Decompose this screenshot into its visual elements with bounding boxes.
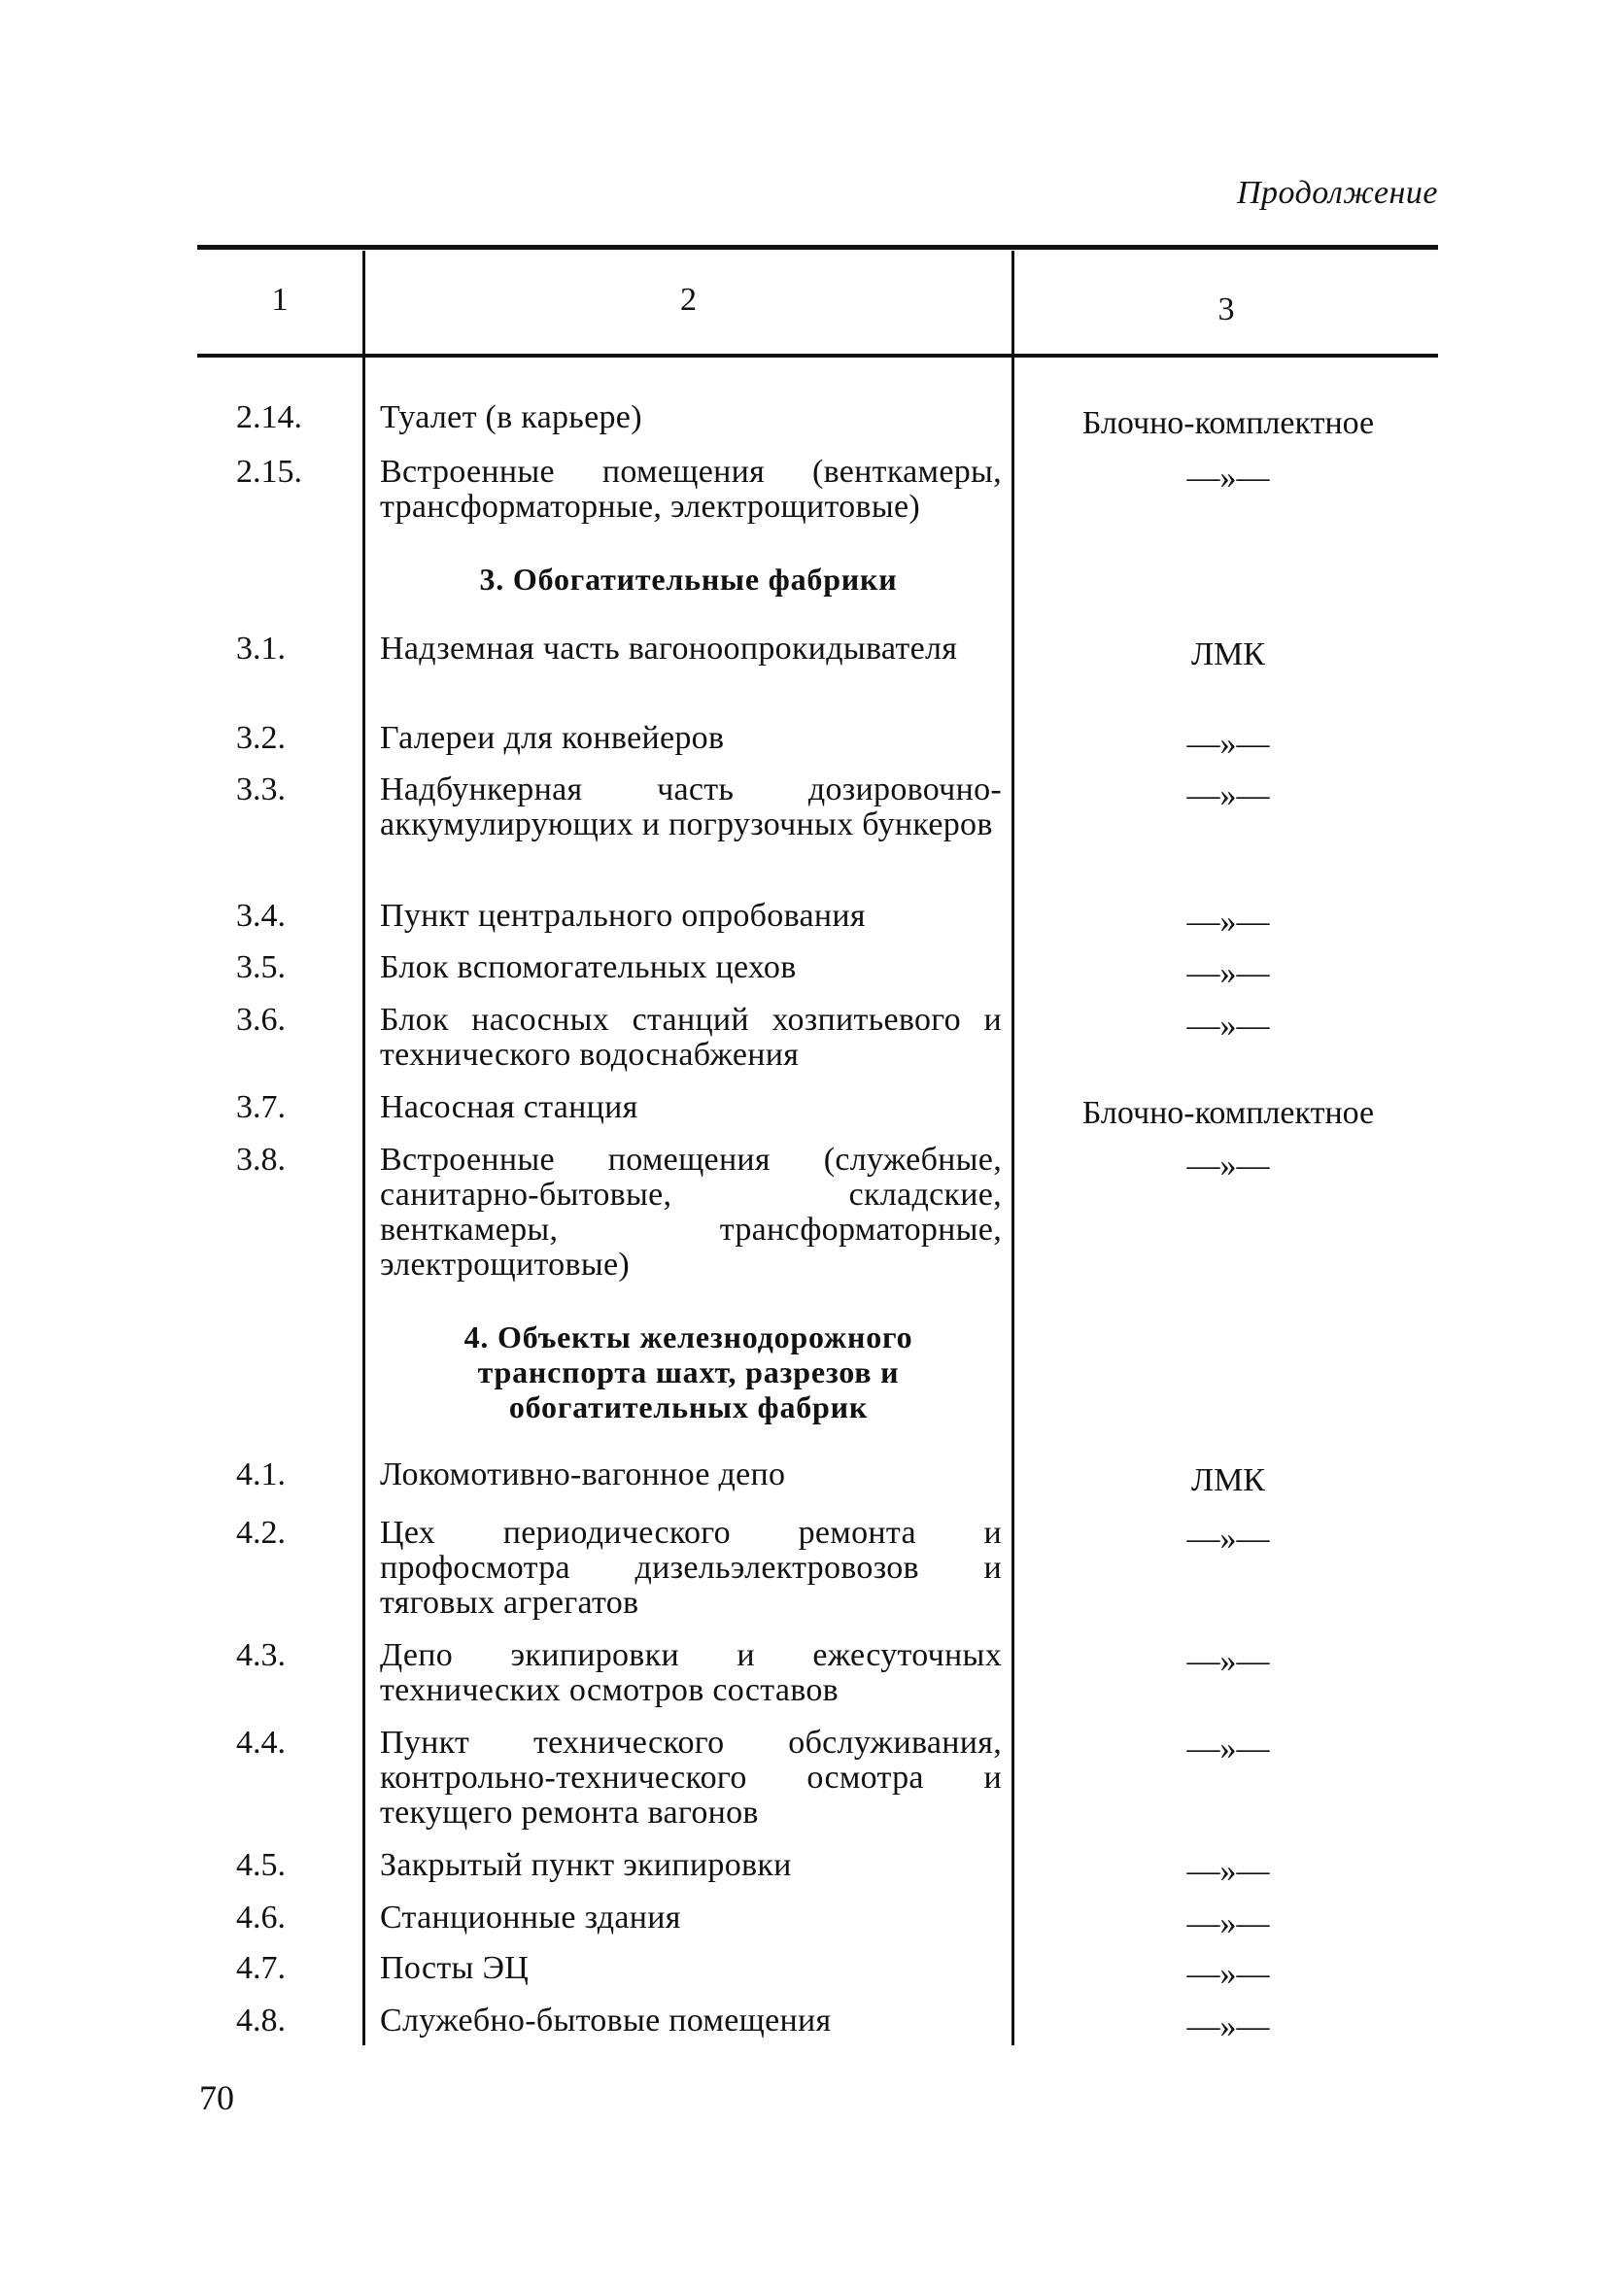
- row-description: Локомотивно-вагонное депо: [380, 1456, 786, 1492]
- column-header-3: 3: [1217, 291, 1235, 327]
- row-value: —»—: [1186, 1008, 1270, 1044]
- table-top-rule: [197, 245, 1438, 250]
- row-value: —»—: [1186, 1643, 1270, 1679]
- row-description: Служебно-бытовые помещения: [380, 2003, 832, 2039]
- row-description: Встроенные помещения (венткамеры, трансформаторные, электрощитовые): [380, 454, 1002, 525]
- row-value: —»—: [1186, 726, 1270, 762]
- section-heading: 3. Обогатительные фабрики: [479, 562, 898, 597]
- row-value: —»—: [1186, 904, 1270, 940]
- row-number: 4.8.: [236, 2003, 286, 2039]
- row-number: 4.2.: [236, 1515, 286, 1551]
- row-number: 3.7.: [236, 1089, 286, 1125]
- row-description: Встроенные помещения (служебные, санитарно-бытовые, складские, венткамеры, трансформаторные, электрощитовые): [380, 1142, 1002, 1283]
- row-value: ЛМК: [1191, 1462, 1265, 1498]
- row-value: —»—: [1186, 1956, 1270, 1992]
- row-description: Пункт центрального опробования: [380, 898, 866, 934]
- row-description: Депо экипировки и ежесуточных технических осмотров составов: [380, 1637, 1002, 1708]
- row-description: Пункт технического обслуживания, контрольно-технического осмотра и текущего ремонта вагонов: [380, 1725, 1002, 1831]
- row-description: Цех периодического ремонта и профосмотра дизельэлектровозов и тяговых агрегатов: [380, 1515, 1002, 1621]
- row-number: 3.3.: [236, 771, 286, 807]
- column-divider-1: [362, 251, 365, 2045]
- row-value: Блочно-комплектное: [1081, 1095, 1375, 1131]
- row-value: —»—: [1186, 1853, 1270, 1889]
- table-header-rule: [197, 354, 1438, 358]
- column-header-2: 2: [680, 282, 697, 318]
- row-number: 3.4.: [236, 898, 286, 934]
- row-value: —»—: [1186, 1521, 1270, 1557]
- row-description: Надземная часть вагоноопрокидывателя: [380, 631, 958, 667]
- row-number: 4.7.: [236, 1950, 286, 1986]
- section-heading: 4. Объекты железнодорожного транспорта шахт, разрезов и обогатительных фабрик: [463, 1319, 913, 1424]
- row-number: 3.6.: [236, 1002, 286, 1038]
- row-number: 3.5.: [236, 949, 286, 985]
- row-description: Посты ЭЦ: [380, 1950, 530, 1986]
- row-number: 4.1.: [236, 1456, 286, 1492]
- row-description: Надбункерная часть дозировочно-аккумулирующих и погрузочных бункеров: [380, 771, 1002, 842]
- row-value: —»—: [1186, 1148, 1270, 1183]
- row-value: —»—: [1186, 460, 1270, 496]
- row-number: 4.4.: [236, 1725, 286, 1761]
- row-value: —»—: [1186, 2008, 1270, 2044]
- row-value: —»—: [1186, 1731, 1270, 1766]
- row-description: Блок насосных станций хозпитьевого и технического водоснабжения: [380, 1002, 1002, 1073]
- row-number: 3.1.: [236, 631, 286, 667]
- page-number: 70: [199, 2078, 234, 2117]
- row-value: —»—: [1186, 1905, 1270, 1941]
- row-number: 3.2.: [236, 720, 286, 756]
- row-value: —»—: [1186, 777, 1270, 813]
- row-number: 3.8.: [236, 1142, 286, 1178]
- row-number: 4.6.: [236, 1900, 286, 1936]
- row-number: 2.14.: [236, 399, 302, 435]
- row-value: —»—: [1186, 955, 1270, 991]
- row-description: Туалет (в карьере): [380, 399, 642, 435]
- continuation-label: Продолжение: [1236, 175, 1438, 211]
- row-description: Насосная станция: [380, 1089, 638, 1125]
- column-divider-2: [1011, 251, 1014, 2045]
- row-description: Блок вспомогательных цехов: [380, 949, 797, 985]
- row-value: ЛМК: [1191, 636, 1265, 672]
- row-description: Галереи для конвейеров: [380, 720, 725, 756]
- row-description: Станционные здания: [380, 1900, 681, 1936]
- column-header-1: 1: [271, 282, 289, 318]
- row-number: 4.3.: [236, 1637, 286, 1673]
- row-value: Блочно-комплектное: [1081, 405, 1375, 441]
- row-description: Закрытый пункт экипировки: [380, 1847, 792, 1883]
- row-number: 4.5.: [236, 1847, 286, 1883]
- row-number: 2.15.: [236, 454, 302, 490]
